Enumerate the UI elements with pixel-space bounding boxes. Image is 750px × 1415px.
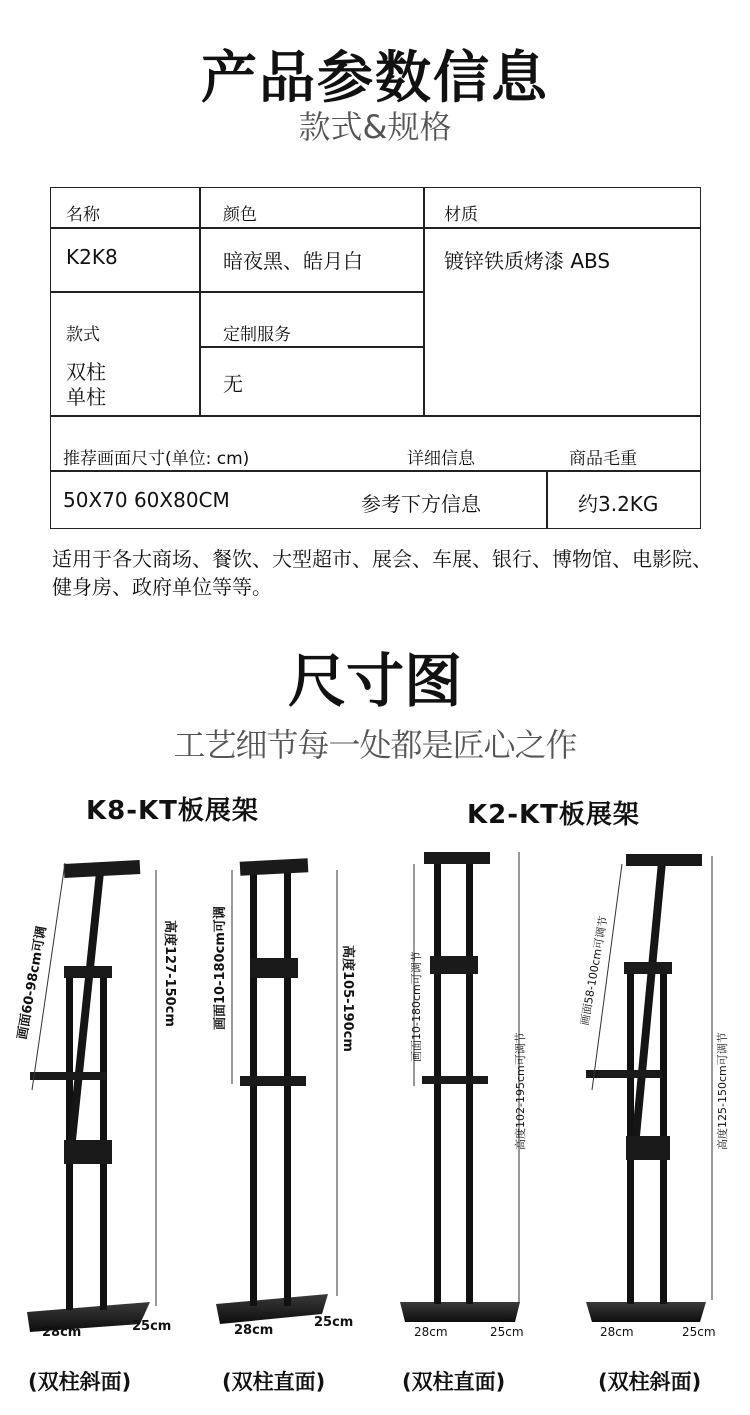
stand-2-depth: 25cm [314, 1315, 354, 1330]
stand-3-depth: 25cm [490, 1325, 524, 1339]
model-k8-label: K8-KT板展架 [86, 796, 259, 826]
spec-table [50, 187, 701, 529]
name-value: K2K8 [66, 245, 118, 269]
custom-label: 定制服务 [223, 325, 291, 345]
stand-4-width: 28cm [600, 1325, 634, 1339]
custom-value: 无 [223, 372, 243, 396]
material-value: 镀锌铁质烤漆 ABS [444, 249, 611, 273]
material-label: 材质 [444, 205, 478, 225]
stand-4-height-dim: 高度125-150cm可调节 [716, 1032, 729, 1150]
style-label: 款式 [66, 325, 100, 345]
stand-4-screen-dim: 画面58-100cm可调节 [578, 915, 611, 1027]
name-label: 名称 [66, 205, 100, 225]
stand-1-height-dim: 高度127-150cm [162, 920, 177, 1027]
color-label: 颜色 [223, 205, 257, 225]
stand-2-screen-dim: 画面10-180cm可调 [213, 906, 228, 1030]
stand-2-caption: (双柱直面) [222, 1370, 326, 1394]
detail-value: 参考下方信息 [361, 492, 481, 516]
stand-1-depth: 25cm [132, 1319, 172, 1334]
style-value-single: 单柱 [66, 385, 106, 409]
section-subtitle: 工艺细节每一处都是匠心之作 [173, 726, 577, 764]
section-title: 尺寸图 [287, 647, 462, 715]
stand-3-screen-dim: 画面10-180cm可调节 [410, 951, 423, 1062]
detail-label: 详细信息 [407, 449, 475, 469]
stand-1-screen-dim: 画面60-98cm可调 [15, 924, 50, 1041]
size-label: 推荐画面尺寸(单位: cm) [63, 449, 250, 469]
stand-3-height-dim: 高度102-195cm可调节 [514, 1032, 527, 1150]
stand-2-width: 28cm [234, 1323, 274, 1338]
stand-3-caption: (双柱直面) [402, 1370, 506, 1394]
color-value: 暗夜黑、皓月白 [223, 249, 363, 273]
model-k2-label: K2-KT板展架 [467, 800, 640, 830]
stand-2-height-dim: 高度105-190cm [340, 945, 355, 1052]
usage-note: 适用于各大商场、餐饮、大型超市、展会、车展、银行、博物馆、电影院、健身房、政府单位等等。 [52, 547, 712, 599]
weight-label: 商品毛重 [569, 449, 637, 469]
stand-3-straight [400, 852, 520, 1322]
stand-3-width: 28cm [414, 1325, 448, 1339]
stand-1-width: 28cm [42, 1325, 82, 1340]
page-subtitle: 款式&规格 [298, 108, 452, 146]
weight-value: 约3.2KG [578, 492, 659, 516]
style-value-double: 双柱 [66, 360, 106, 384]
stands-illustration [0, 840, 750, 1360]
stand-2-straight [216, 858, 337, 1324]
stand-4-depth: 25cm [682, 1325, 716, 1339]
stand-1-caption: (双柱斜面) [28, 1370, 132, 1394]
size-value: 50X70 60X80CM [63, 488, 230, 512]
stand-4-caption: (双柱斜面) [598, 1370, 702, 1394]
page-title: 产品参数信息 [201, 46, 549, 111]
